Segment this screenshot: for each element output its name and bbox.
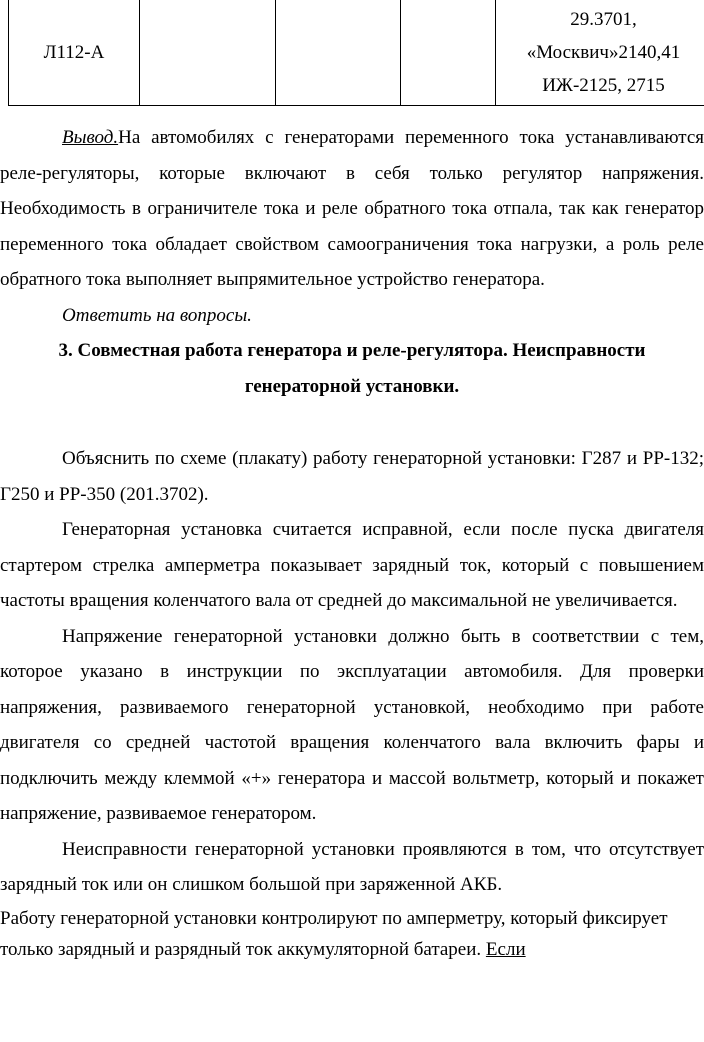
model-cell	[9, 0, 140, 106]
empty-cell	[140, 0, 276, 106]
conclusion-text: На автомобилях с генераторами переменного тока устанавливаются реле-регуляторы, которые включают в себя только регулятор напряжения. Необходимость в ограничителе тока и реле обратного тока отпала, так как генератор переменного тока обладает свойством самоограничения тока нагрузки, а роль реле обратного тока выполняет выпрямительное устройство генератора.	[0, 127, 704, 290]
spec-table	[8, 0, 704, 106]
last-paragraph-text: Работу генераторной установки контролируют по амперметру, который фиксирует только зарядный и разрядный ток аккумуляторной батареи.	[0, 907, 668, 960]
section-title-line1: 3. Совместная работа генератора и реле-регулятора. Неисправности	[58, 340, 646, 361]
conclusion-label: Вывод.	[62, 127, 119, 148]
empty-cell	[401, 0, 496, 106]
document-body	[0, 120, 704, 965]
last-paragraph-underlined: Если	[485, 938, 526, 960]
conclusion-paragraph	[0, 120, 704, 298]
applications-cell	[496, 0, 704, 106]
paragraph: Неисправности генераторной установки проявляются в том, что отсутствует зарядный ток или он слишком большой при заряженной АКБ.	[0, 838, 704, 895]
application-line: «Москвич»2140,41	[526, 41, 681, 63]
table-row	[9, 0, 704, 106]
paragraph: Генераторная установка считается исправной, если после пуска двигателя стартером стрелка амперметра показывает зарядный ток, который с повышением частоты вращения коленчатого вала от средней до максимальной не увеличивается.	[0, 519, 704, 611]
application-line: ИЖ-2125, 2715	[542, 74, 665, 96]
paragraph: Напряжение генераторной установки должно быть в соответствии с тем, которое указано в инструкции по эксплуатации автомобиля. Для проверки напряжения, развиваемого генераторной установкой, необходимо при работе двигателя со средней частотой вращения коленчатого вала включить фары и подключить между клеммой «+» генератора и массой вольтметр, который и покажет напряжение, развиваемое генератором.	[0, 625, 704, 824]
answer-questions: Ответить на вопросы.	[62, 304, 252, 326]
spacer	[0, 405, 704, 441]
section-title-line2: генераторной установки.	[244, 376, 460, 397]
model-label: Л112-А	[43, 41, 105, 63]
section-title	[0, 333, 704, 405]
application-line: 29.3701,	[570, 8, 637, 30]
empty-cell	[276, 0, 401, 106]
paragraph: Объяснить по схеме (плакату) работу генераторной установки: Г287 и РР-132; Г250 и РР-350 (201.3702).	[0, 448, 704, 505]
last-paragraph	[0, 903, 704, 965]
